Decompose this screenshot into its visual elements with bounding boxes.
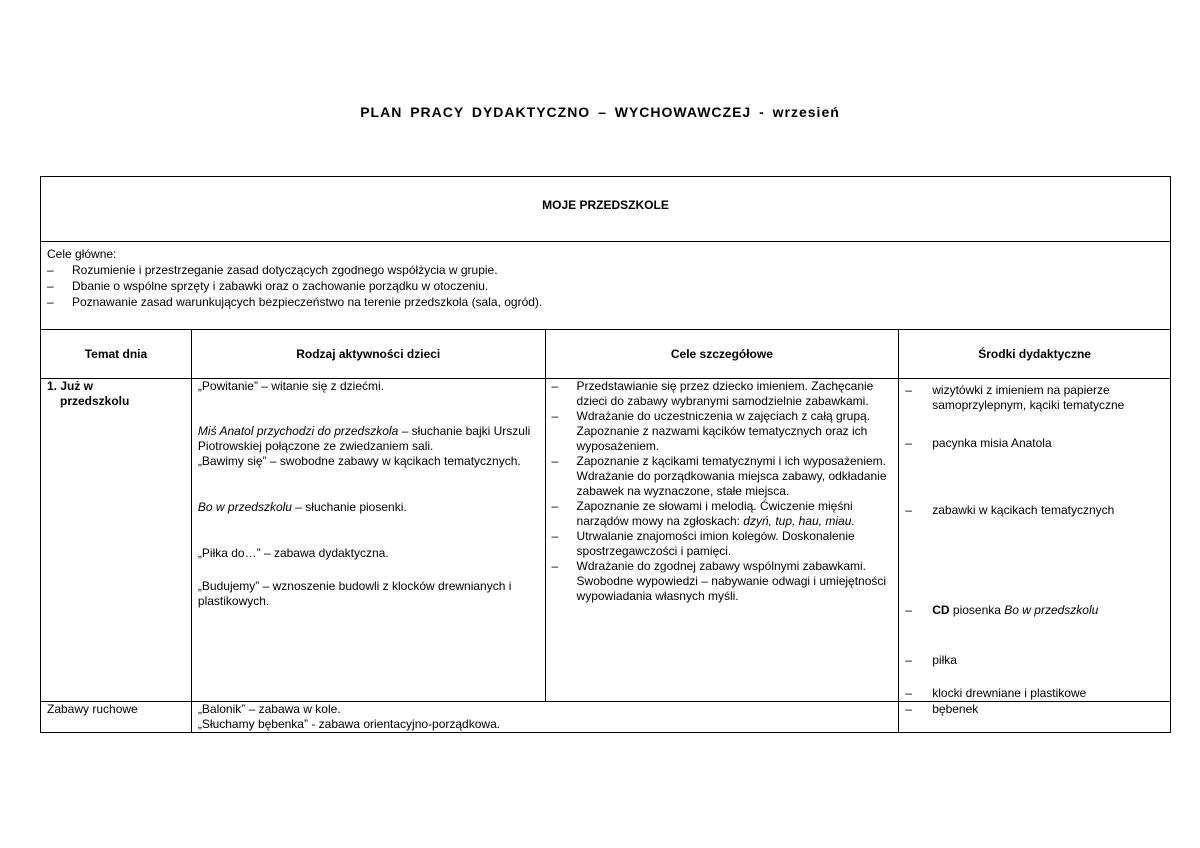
goals-cell	[545, 379, 899, 702]
activity-item: Miś Anatol przychodzi do przedszkola – słuchanie bajki Urszuli Piotrowskiej połączone ze zwiedzaniem sali.	[197, 424, 531, 453]
activities-cell	[191, 379, 545, 702]
main-goals-label: Cele główne:	[47, 247, 117, 261]
tools-cell	[899, 379, 1171, 702]
tool-item: – wizytówki z imieniem na papierze samoprzylepnym, kąciki tematyczne	[905, 383, 1125, 412]
tool-item: – piłka	[905, 653, 957, 667]
day-topic: Zabawy ruchowe	[41, 702, 192, 733]
section-title: MOJE PRZEDSZKOLE	[542, 198, 669, 212]
main-goal-item: – Rozumienie i przestrzeganie zasad dotyczących zgodnego współżycia w grupie.	[47, 263, 498, 277]
tool-item: – pacynka misia Anatola	[905, 436, 1052, 450]
plan-table	[40, 329, 1171, 733]
header-tools: Środki dydaktyczne	[899, 330, 1171, 379]
activity-item: „Bawimy się” – swobodne zabawy w kącikach tematycznych.	[197, 454, 521, 468]
table-row	[41, 702, 1171, 733]
tool-item: – klocki drewniane i plastikowe	[905, 686, 1087, 700]
activity-item: „Powitanie” – witanie się z dziećmi.	[197, 379, 384, 393]
goal-item: – Zapoznanie z kącikami tematycznymi i ich wyposażeniem. Wdrażanie do porządkowania miejsca zabawy, odkładanie zabawek na wyznaczone, stałe miejsca.	[551, 454, 887, 498]
activity-item: „Budujemy” – wznoszenie budowli z klocków drewnianych i plastikowych.	[197, 579, 512, 608]
table-header-row	[41, 330, 1171, 379]
section-header	[40, 176, 1171, 242]
main-goal-item: – Poznawanie zasad warunkujących bezpieczeństwo na terenie przedszkola (sala, ogród).	[47, 295, 543, 309]
header-goals: Cele szczegółowe	[545, 330, 899, 379]
activity-item: Bo w przedszkolu – słuchanie piosenki.	[197, 500, 407, 514]
activities-cell	[191, 702, 898, 733]
goal-item: – Wdrażanie do zgodnej zabawy wspólnymi zabawkami. Swobodne wypowiedzi – nabywanie odwagi i umiejętności wypowiadania własnych myśli.	[551, 559, 887, 603]
goal-item: – Zapoznanie ze słowami i melodią. Ćwiczenie mięśni narządów mowy na zgłoskach: dzyń, tup, hau, miau.	[551, 499, 855, 528]
goal-item: – Przedstawianie się przez dziecko imieniem. Zachęcanie dzieci do zabawy wybranymi samodzielnie zabawkami.	[551, 379, 874, 408]
activity-item: „Piłka do…” – zabawa dydaktyczna.	[197, 546, 389, 560]
table-row	[41, 379, 1171, 702]
tool-item: – zabawki w kącikach tematycznych	[905, 503, 1115, 517]
main-goals	[40, 241, 1171, 330]
tools-cell	[899, 702, 1171, 733]
tool-item: – bębenek	[905, 702, 979, 716]
header-activities: Rodzaj aktywności dzieci	[191, 330, 545, 379]
goal-item: – Utrwalanie znajomości imion kolegów. Doskonalenie spostrzegawczości i pamięci.	[551, 529, 855, 558]
goal-item: – Wdrażanie do uczestniczenia w zajęciach z całą grupą. Zapoznanie z nazwami kącików tematycznych oraz ich wyposażeniem.	[551, 409, 871, 453]
activity-item: „Balonik” – zabawa w kole.	[197, 702, 341, 716]
main-goal-item: – Dbanie o wspólne sprzęty i zabawki oraz o zachowanie porządku w otoczeniu.	[47, 279, 489, 293]
day-topic: 1. Już w przedszkolu	[41, 379, 192, 702]
header-topic: Temat dnia	[41, 330, 192, 379]
activity-item: „Słuchamy bębenka” - zabawa orientacyjno-porządkowa.	[197, 717, 501, 731]
tool-item: – CD piosenka Bo w przedszkolu	[905, 603, 1099, 617]
document-title: PLAN PRACY DYDAKTYCZNO – WYCHOWAWCZEJ - wrzesień	[360, 104, 840, 120]
